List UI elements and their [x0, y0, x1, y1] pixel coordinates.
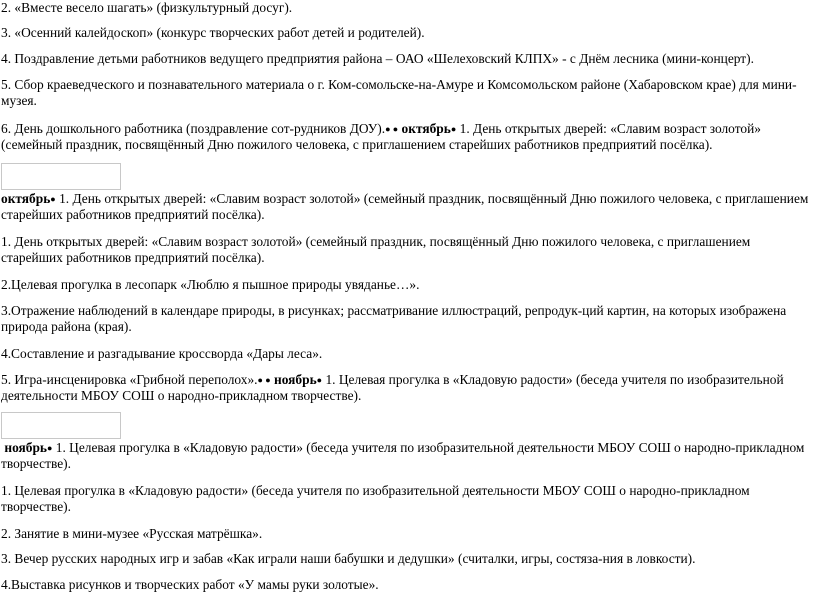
list-item: 4.Выставка рисунков и творческих работ «У мамы руки золотые». — [1, 577, 379, 592]
list-item: 2.Целевая прогулка в лесопарк «Люблю я пышное природы увяданье…». — [1, 277, 420, 292]
list-item: 2. «Вместе весело шагать» (физкультурный досуг). — [1, 0, 293, 15]
list-item: 1. Целевая прогулка в «Кладовую радости» (беседа учителя по изобразительной деятельности МБОУ СОШ о народно-прикладном творчестве). — [1, 483, 750, 514]
list-item: 5. Сбор краеведческого и познавательного материала о г. Ком-сомольске-на-Амуре и Комсомольском районе (Хабаровском крае) для мини-музея. — [1, 77, 797, 108]
list-item — [1, 191, 813, 223]
month-heading: октябрь — [401, 121, 451, 136]
bullet-icon: ● ● — [385, 124, 399, 134]
list-item — [1, 121, 813, 153]
bullet-icon: ● — [46, 443, 53, 453]
list-item: 1. День открытых дверей: «Славим возраст золотой» (семейный праздник, посвящённый Дню пожилого человека, с приглашением старейших работников предприятий посёлка). — [1, 234, 751, 265]
list-item — [1, 440, 813, 472]
image-placeholder — [1, 163, 121, 190]
month-heading: ноябрь — [274, 372, 317, 387]
bullet-icon: ● — [450, 124, 457, 134]
bullet-icon: ● ● — [257, 375, 271, 385]
list-item: 2. Занятие в мини-музее «Русская матрёшка». — [1, 526, 263, 541]
list-item: 4.Составление и разгадывание кроссворда «Дары леса». — [1, 346, 323, 361]
list-item-text: 5. Игра-инсценировка «Грибной переполох». — [1, 372, 258, 387]
list-item: 3. «Осенний калейдоскоп» (конкурс творческих работ детей и родителей). — [1, 25, 425, 40]
list-item: 3.Отражение наблюдений в календаре природы, в рисунках; рассматривание иллюстраций, репродук-ций картин, на которых изображена природа района (края). — [1, 303, 787, 334]
bullet-icon: ● — [50, 194, 56, 204]
list-item-text: 1. День открытых дверей: «Славим возраст золотой» (семейный праздник, посвящённый Дню пожилого человека, с приглашением старейших работников предприятий посёлка). — [1, 191, 809, 222]
list-item: 4. Поздравление детьми работников ведущего предприятия района – ОАО «Шелеховский КЛПХ» - с Днём лесника (мини-концерт). — [1, 51, 754, 66]
month-heading: ноябрь — [4, 440, 47, 455]
list-item-text: 1. Целевая прогулка в «Кладовую радости» (беседа учителя по изобразительной деятельности МБОУ СОШ о народно-прикладном творчестве). — [1, 372, 784, 403]
month-heading: октябрь — [1, 191, 51, 206]
list-item: 3. Вечер русских народных игр и забав «Как играли наши бабушки и дедушки» (считалки, игры, состяза-ния в ловкости). — [1, 551, 696, 566]
list-item-text: 6. День дошкольного работника (поздравление сот-рудников ДОУ). — [1, 121, 386, 136]
list-item-text: 1. День открытых дверей: «Славим возраст золотой» (семейный праздник, посвящённый Дню пожилого человека, с приглашением старейших работников предприятий посёлка). — [1, 121, 761, 152]
image-placeholder — [1, 412, 121, 439]
bullet-icon: ● — [316, 375, 323, 385]
list-item-text: 1. Целевая прогулка в «Кладовую радости» (беседа учителя по изобразительной деятельности МБОУ СОШ о народно-прикладном творчестве). — [1, 440, 805, 471]
list-item — [1, 372, 813, 404]
